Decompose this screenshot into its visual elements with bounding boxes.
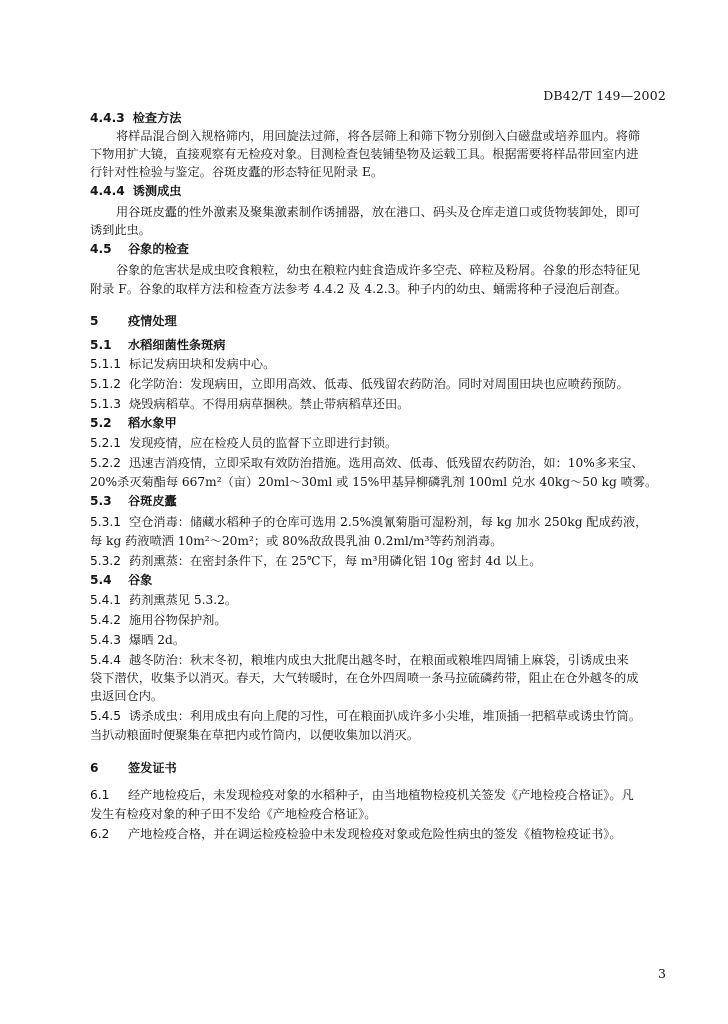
clause-text: 施用谷物保护剂。 bbox=[129, 613, 227, 627]
clause-text: 经产地检疫后，未发现检疫对象的水稻种子，由当地植物检疫机关签发《产地检疫合格证》。凡 bbox=[128, 788, 634, 802]
paragraph-line: 发生有检疫对象的种子田不发给《产地检疫合格证》。 bbox=[90, 807, 377, 821]
chapter-heading bbox=[90, 313, 670, 329]
clause-line bbox=[90, 787, 670, 803]
clause-text: 空仓消毒：储藏水稻种子的仓库可选用 2.5%溴氰菊脂可湿粉剂，每 kg 加水 250kg 配成药液， bbox=[129, 515, 648, 529]
clause-text: 产地检疫合格，并在调运检疫检验中未发现检疫对象或危险性病虫的签发《植物检疫证书》。 bbox=[128, 827, 622, 841]
paragraph-line: 下物用扩大镜，直接观察有无检疫对象。目测检查包装铺垫物及运载工具。根据需要将样品带回室内进 bbox=[90, 147, 639, 161]
paragraph-line: 诱到此虫。 bbox=[90, 223, 151, 237]
section-heading bbox=[90, 415, 670, 431]
paragraph-line: 虫返回仓内。 bbox=[90, 689, 164, 703]
page-number: 3 bbox=[658, 966, 666, 981]
clause-text: 越冬防治：秋末冬初，粮堆内成虫大批爬出越冬时，在粮面或粮堆四周铺上麻袋，引诱成虫来 bbox=[129, 653, 629, 667]
section-title: 谷象的检查 bbox=[128, 242, 189, 256]
section-title: 谷斑皮蠹 bbox=[128, 494, 177, 508]
section-heading bbox=[90, 241, 670, 257]
clause-number: 6.1 bbox=[90, 788, 110, 802]
clause-number: 5.3.1 bbox=[90, 515, 122, 529]
paragraph-line: 袋下潜伏，收集予以消灭。春天，大气转暖时，在仓外四周喷一条马拉硫磷药带，阻止在仓外越冬的成 bbox=[90, 671, 639, 685]
paragraph-line: 附录 F。谷象的取样方法和检查方法参考 4.4.2 及 4.2.3。种子内的幼虫、蛹需将种子浸泡后剖查。 bbox=[90, 282, 627, 296]
clause-text: 标记发病田块和发病中心。 bbox=[129, 357, 276, 371]
clause-text: 药剂熏蒸见 5.3.2。 bbox=[129, 593, 238, 607]
clause-line bbox=[90, 514, 670, 530]
chapter-number: 6 bbox=[90, 761, 99, 775]
section-number: 4.4.3 bbox=[90, 111, 125, 125]
clause-text: 迅速吉消疫情，立即采取有效防治措施。选用高效、低毒、低残留农药防治，如：10%多来宝、 bbox=[129, 456, 644, 470]
section-heading bbox=[90, 183, 670, 199]
clause-line bbox=[90, 435, 670, 451]
clause-number: 5.4.1 bbox=[90, 593, 122, 607]
section-title: 稻水象甲 bbox=[128, 416, 177, 430]
clause-number: 5.1.2 bbox=[90, 377, 122, 391]
clause-number: 5.1.1 bbox=[90, 357, 122, 371]
clause-line bbox=[90, 708, 670, 724]
chapter-title: 疫情处理 bbox=[128, 314, 177, 328]
clause-line bbox=[90, 455, 670, 471]
clause-line bbox=[90, 632, 670, 648]
clause-number: 5.4.4 bbox=[90, 653, 122, 667]
clause-line bbox=[90, 396, 670, 412]
paragraph-line: 每 kg 药液喷洒 10m²～20m²；或 80%敌敌畏乳油 0.2ml/m³等药剂消毒。 bbox=[90, 534, 503, 548]
clause-line bbox=[90, 553, 670, 569]
clause-line bbox=[90, 356, 670, 372]
section-title: 诱测成虫 bbox=[132, 184, 182, 198]
section-number: 5.2 bbox=[90, 416, 112, 430]
section-number: 4.5 bbox=[90, 242, 112, 256]
clause-number: 5.4.5 bbox=[90, 709, 122, 723]
paragraph-line: 20%杀灭菊酯每 667m²（亩）20ml～30ml 或 15%甲基异柳磷乳剂 100ml 兑水 40kg～50 kg 喷雾。 bbox=[90, 475, 658, 489]
document-code: DB42/T 149—2002 bbox=[543, 88, 666, 103]
paragraph-line: 行针对性检验与鉴定。谷斑皮蠹的形态特征见附录 E。 bbox=[90, 165, 384, 179]
clause-line bbox=[90, 826, 670, 842]
clause-number: 6.2 bbox=[90, 827, 110, 841]
clause-number: 5.3.2 bbox=[90, 554, 122, 568]
section-heading bbox=[90, 572, 670, 588]
clause-text: 烧毁病稻草。不得用病草捆秧。禁止带病稻草还田。 bbox=[129, 397, 410, 411]
paragraph-line: 用谷斑皮蠹的性外激素及聚集激素制作诱捕器，放在港口、码头及仓库走道口或货物装卸处，即可 bbox=[116, 205, 641, 219]
clause-number: 5.4.3 bbox=[90, 633, 122, 647]
section-title: 谷象 bbox=[128, 573, 153, 587]
clause-line bbox=[90, 612, 670, 628]
clause-number: 5.2.1 bbox=[90, 436, 122, 450]
clause-line bbox=[90, 652, 670, 668]
section-title: 检查方法 bbox=[132, 111, 182, 125]
section-number: 5.1 bbox=[90, 338, 112, 352]
clause-text: 诱杀成虫：利用成虫有向上爬的习性，可在粮面扒成许多小尖堆，堆顶插一把稻草或诱虫竹筒。 bbox=[129, 709, 641, 723]
section-number: 5.4 bbox=[90, 573, 112, 587]
paragraph-line: 将样品混合倒入规格筛内，用回旋法过筛，将各层筛上和筛下物分别倒入白磁盘或培养皿内。将筛 bbox=[116, 129, 641, 143]
clause-number: 5.4.2 bbox=[90, 613, 122, 627]
clause-line bbox=[90, 376, 670, 392]
chapter-number: 5 bbox=[90, 314, 99, 328]
section-heading bbox=[90, 110, 670, 126]
clause-text: 化学防治：发现病田，立即用高效、低毒、低残留农药防治。同时对周围田块也应喷药预防。 bbox=[129, 377, 629, 391]
paragraph-line: 谷象的危害状是成虫咬食粮粒，幼虫在粮粒内蛀食造成许多空壳、碎粒及粉屑。谷象的形态特征见 bbox=[116, 263, 641, 277]
section-number: 4.4.4 bbox=[90, 184, 125, 198]
clause-number: 5.2.2 bbox=[90, 456, 122, 470]
section-heading bbox=[90, 493, 670, 509]
paragraph-line: 当扒动粮面时便聚集在草把内或竹筒内，以便收集加以消灭。 bbox=[90, 728, 420, 742]
chapter-title: 签发证书 bbox=[128, 761, 177, 775]
clause-text: 爆晒 2d。 bbox=[129, 633, 186, 647]
clause-text: 药剂熏蒸：在密封条件下，在 25℃下，每 m³用磷化铝 10g 密封 4d 以上。 bbox=[129, 554, 542, 568]
section-number: 5.3 bbox=[90, 494, 112, 508]
section-heading bbox=[90, 337, 670, 353]
chapter-heading bbox=[90, 760, 670, 776]
clause-line bbox=[90, 592, 670, 608]
clause-number: 5.1.3 bbox=[90, 397, 122, 411]
section-title: 水稻细菌性条斑病 bbox=[128, 338, 226, 352]
clause-text: 发现疫情，应在检疫人员的监督下立即进行封锁。 bbox=[129, 436, 398, 450]
